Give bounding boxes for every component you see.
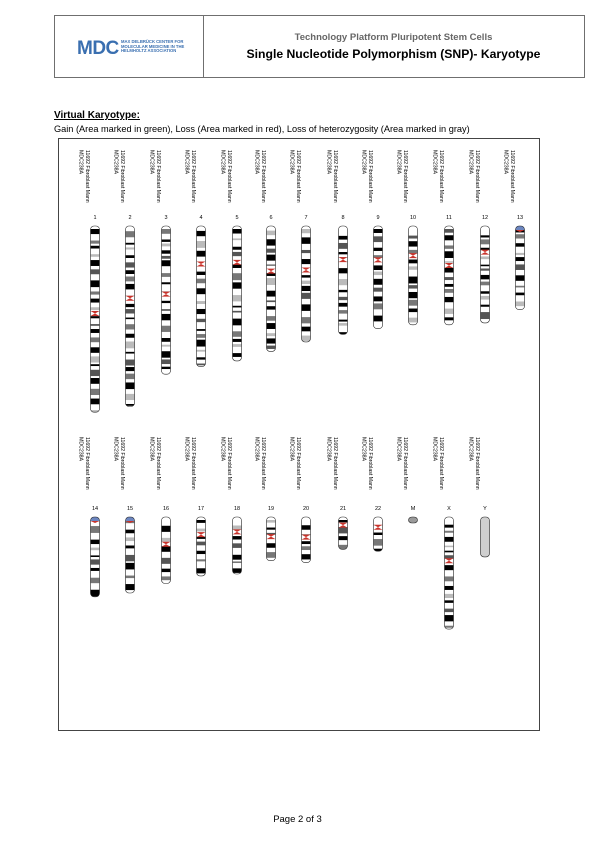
sample-label: 11692 Fibroblast MannMDC238A: [288, 150, 301, 203]
sample-label: 11692 Fibroblast MannMDC238A: [431, 437, 444, 490]
chromosome-19: [254, 437, 276, 561]
platform-title: Technology Platform Pluripotent Stem Cells: [294, 32, 493, 43]
chromosome-number: 3: [164, 215, 168, 221]
sample-label: 11692 Fibroblast MannMDC238A: [219, 150, 232, 203]
chromosome-number: 8: [341, 215, 345, 221]
chromosome-3: [149, 150, 171, 374]
chromosome-13: [503, 150, 525, 310]
chromosome-14: [78, 437, 100, 597]
chromosome-7: [289, 150, 311, 342]
sample-label: 11692 Fibroblast MannMDC238A: [253, 437, 266, 490]
sample-label: 11692 Fibroblast MannMDC238A: [325, 437, 338, 490]
chromosome-2: [113, 150, 135, 407]
chromosome-number: 4: [199, 215, 203, 221]
chromosome-8: [326, 150, 348, 334]
chromosome-number: 22: [374, 506, 382, 512]
chromosome-x: [432, 437, 454, 629]
chromosome-number: 15: [126, 506, 134, 512]
chromosome-11: [432, 150, 454, 325]
chromosome-number: 17: [197, 506, 205, 512]
sample-label: 11692 Fibroblast MannMDC238A: [183, 437, 196, 490]
section-legend-text: Gain (Area marked in green), Loss (Area marked in red), Loss of heterozygosity (Area marked in gray): [54, 124, 470, 134]
sample-label: 11692 Fibroblast MannMDC238A: [502, 150, 515, 203]
chromosome-number: 11: [446, 215, 452, 221]
chromosome-20: [289, 437, 311, 563]
sample-label: 11692 Fibroblast MannMDC238A: [253, 150, 266, 203]
chromosome-9: [361, 150, 383, 329]
sample-label: 11692 Fibroblast MannMDC238A: [77, 437, 90, 490]
sample-label: 11692 Fibroblast MannMDC238A: [183, 150, 196, 203]
chromosome-number: 9: [376, 215, 380, 221]
chromosome-number: 5: [235, 215, 239, 221]
chromosome-22: [361, 437, 383, 551]
chromosome-m: [396, 437, 418, 523]
chromosome-6: [254, 150, 276, 351]
sample-label: 11692 Fibroblast MannMDC238A: [360, 150, 373, 203]
mdc-logo-subtext: MAX DELBRÜCK CENTER FOR MOLECULAR MEDICINE IN THE HELMHOLTZ ASSOCIATION: [121, 39, 185, 54]
chromosome-number: 21: [339, 506, 347, 512]
chromosome-17: [184, 437, 206, 576]
chromosome-number: M: [410, 506, 416, 512]
sample-label: 11692 Fibroblast MannMDC238A: [77, 150, 90, 203]
chromosome-number: 1: [93, 215, 97, 221]
sample-label: 11692 Fibroblast MannMDC238A: [148, 150, 161, 203]
mdc-logo: MDC: [77, 38, 119, 59]
chromosome-number: X: [447, 506, 451, 512]
chromosome-21: [326, 437, 348, 549]
sample-label: 11692 Fibroblast MannMDC238A: [467, 437, 480, 490]
chromosome-number: 7: [304, 215, 308, 221]
sample-label: 11692 Fibroblast MannMDC238A: [219, 437, 232, 490]
chromosome-18: [220, 437, 242, 574]
chromosome-number: 13: [516, 215, 524, 221]
chromosome-15: [113, 437, 135, 593]
chromosome-number: 2: [128, 215, 132, 221]
chromosome-number: 20: [302, 506, 310, 512]
sample-label: 11692 Fibroblast MannMDC238A: [148, 437, 161, 490]
sample-label: 11692 Fibroblast MannMDC238A: [431, 150, 444, 203]
sample-label: 11692 Fibroblast MannMDC238A: [467, 150, 480, 203]
chromosome-5: [220, 150, 242, 361]
chromosome-number: 19: [267, 506, 275, 512]
chromosome-number: 14: [91, 506, 99, 512]
chromosome-number: 16: [162, 506, 170, 512]
sample-label: 11692 Fibroblast MannMDC238A: [325, 150, 338, 203]
chromosome-1: [78, 150, 100, 412]
chromosome-number: 18: [233, 506, 241, 512]
page-number: Page 2 of 3: [273, 814, 322, 825]
chromosome-4: [184, 150, 206, 367]
section-title: Virtual Karyotype:: [54, 110, 140, 121]
chromosome-number: 10: [409, 215, 417, 221]
sample-label: 11692 Fibroblast MannMDC238A: [395, 437, 408, 490]
sample-label: 11692 Fibroblast MannMDC238A: [395, 150, 408, 203]
sample-label: 11692 Fibroblast MannMDC238A: [112, 437, 125, 490]
document-title: Single Nucleotide Polymorphism (SNP)- Karyotype: [246, 47, 541, 61]
sample-label: 11692 Fibroblast MannMDC238A: [112, 150, 125, 203]
sample-label: 11692 Fibroblast MannMDC238A: [288, 437, 301, 490]
chromosome-16: [149, 437, 171, 584]
chromosome-number: Y: [483, 506, 487, 512]
chromosome-number: 6: [269, 215, 273, 221]
chromosome-12: [468, 150, 490, 323]
sample-label: 11692 Fibroblast MannMDC238A: [360, 437, 373, 490]
chromosome-10: [396, 150, 418, 325]
chromosome-y: [468, 437, 490, 557]
chromosome-number: 12: [481, 215, 489, 221]
